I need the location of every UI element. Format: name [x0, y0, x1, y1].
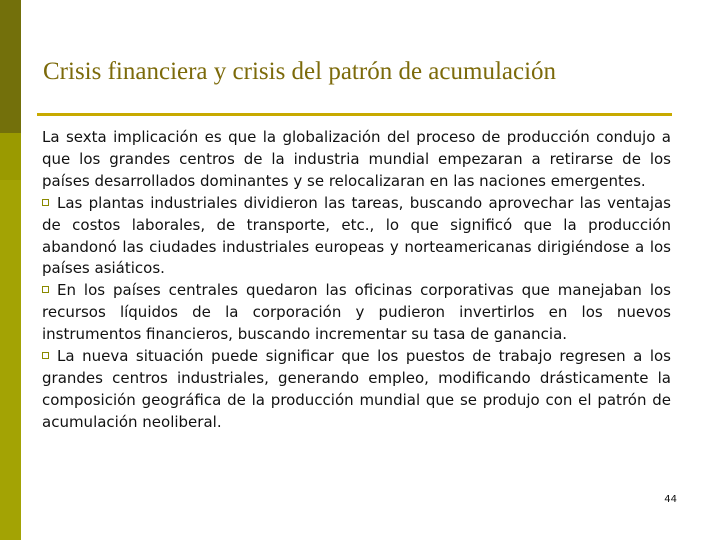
bullet-item	[42, 346, 671, 434]
square-bullet-icon	[42, 286, 49, 293]
paragraph-intro	[42, 127, 671, 193]
side-bar-light-segment	[0, 180, 21, 540]
square-bullet-icon	[42, 352, 49, 359]
title-underline	[37, 113, 672, 116]
bullet-text: Las plantas industriales dividieron las tareas, buscando aprovechar las ventajas de costos laborales, de transporte, etc., lo que significó que la producción abandonó las ciudades industriales europeas y norteamericanas dirigiéndose a los países asiáticos.	[42, 193, 671, 278]
bullet-item	[42, 193, 671, 281]
bullet-item	[42, 280, 671, 346]
bullet-text: En los países centrales quedaron las oficinas corporativas que manejaban los recursos líquidos de la corporación y pudieron invertirlos en los nuevos instrumentos financieros, buscando incrementar su tasa de ganancia.	[42, 281, 671, 344]
side-bar-dark-segment	[0, 0, 21, 133]
slide-body	[42, 127, 671, 434]
square-bullet-icon	[42, 199, 49, 206]
side-bar-mid-segment	[0, 133, 21, 180]
page-number: 44	[664, 494, 677, 505]
bullet-text: La nueva situación puede significar que los puestos de trabajo regresen a los grandes centros industriales, generando empleo, modificando drásticamente la composición geográfica de la producción mundial que se produjo con el patrón de acumulación neoliberal.	[42, 347, 671, 431]
paragraph-text: La sexta implicación es que la globalización del proceso de producción condujo a que los grandes centros de la industria mundial empezaran a retirarse de los países desarrollados dominantes y se relocalizaran en las naciones emergentes.	[42, 128, 671, 190]
side-accent-bar	[0, 0, 21, 540]
slide-title: Crisis financiera y crisis del patrón de acumulación	[43, 58, 557, 85]
